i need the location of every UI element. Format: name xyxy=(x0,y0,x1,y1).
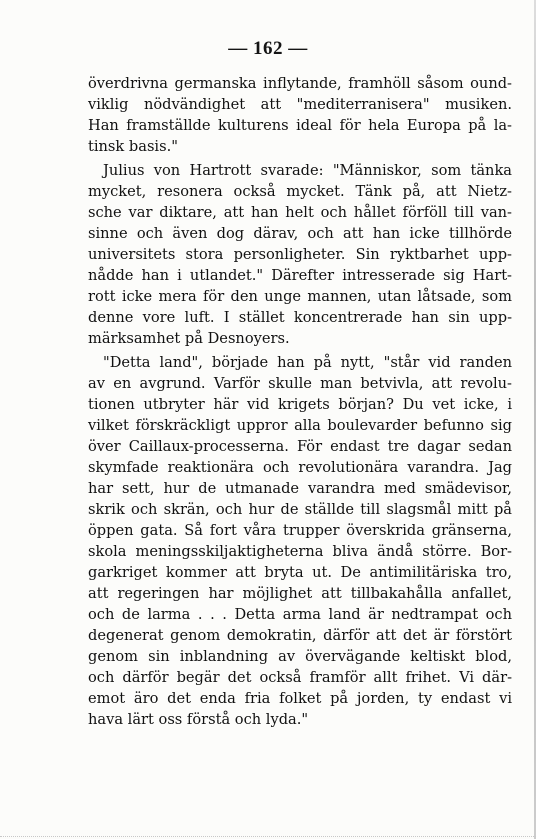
text-line: öppen gata. Så fort våra trupper överskrida gränserna, xyxy=(88,522,512,539)
text-line: garkriget kommer att bryta ut. De antimilitäriska tro, xyxy=(88,564,512,581)
text-line: genom sin inblandning av övervägande keltiskt blod, xyxy=(88,648,512,665)
text-line: tionen utbryter här vid krigets början? Du vet icke, i xyxy=(88,396,512,413)
text-line: skrik och skrän, och hur de ställde till slagsmål mitt på xyxy=(88,501,512,518)
text-line: sche var diktare, att han helt och hållet förföll till van- xyxy=(88,204,512,221)
text-line: skola meningsskiljaktigheterna bliva ändå större. Bor- xyxy=(88,543,512,560)
text-line: vilket förskräckligt uppror alla boulevarder befunno sig xyxy=(88,417,512,434)
text-line: universitets stora personligheter. Sin ryktbarhet upp- xyxy=(88,246,512,263)
text-line: tinsk basis." xyxy=(88,138,178,155)
text-line: skymfade reaktionära och revolutionära varandra. Jag xyxy=(88,459,512,476)
text-line: viklig nödvändighet att "mediterranisera" musiken. xyxy=(88,96,512,113)
text-line: märksamhet på Desnoyers. xyxy=(88,330,290,347)
text-line: överdrivna germanska inflytande, framhöll såsom ound- xyxy=(88,75,512,92)
text-line: har sett, hur de utmanade varandra med smädevisor, xyxy=(88,480,512,497)
paragraph xyxy=(88,73,512,157)
text-line: hava lärt oss förstå och lyda." xyxy=(88,711,309,728)
bottom-border xyxy=(0,835,536,837)
text-line: och därför begär det också framför allt frihet. Vi där- xyxy=(88,669,512,686)
text-line: över Caillaux-processerna. För endast tre dagar sedan xyxy=(88,438,512,455)
text-line: denne vore luft. I stället koncentrerade han sin upp- xyxy=(88,309,512,326)
text-line: att regeringen har möjlighet att tillbakahålla anfallet, xyxy=(88,585,512,602)
text-line: rott icke mera för den unge mannen, utan låtsade, som xyxy=(88,288,512,305)
text-line: och de larma . . . Detta arma land är nedtrampat och xyxy=(88,606,512,623)
text-line: Han framställde kulturens ideal för hela Europa på la- xyxy=(88,117,512,134)
body-text xyxy=(88,73,512,730)
text-line: degenerat genom demokratin, därför att det är förstört xyxy=(88,627,512,644)
text-line: mycket, resonera också mycket. Tänk på, att Nietz- xyxy=(88,183,512,200)
text-line: sinne och även dog därav, och att han icke tillhörde xyxy=(88,225,512,242)
text-line: nådde han i utlandet." Därefter intresserade sig Hart- xyxy=(88,267,512,284)
paragraph xyxy=(88,352,512,730)
text-line: Julius von Hartrott svarade: "Människor, som tänka xyxy=(103,162,512,179)
text-line: "Detta land", började han på nytt, "står vid randen xyxy=(103,354,512,371)
page-number: — 162 — xyxy=(228,38,308,59)
text-line: emot äro det enda fria folket på jorden, ty endast vi xyxy=(88,690,512,707)
paragraph xyxy=(88,160,512,349)
text-line: av en avgrund. Varför skulle man betvivla, att revolu- xyxy=(88,375,512,392)
